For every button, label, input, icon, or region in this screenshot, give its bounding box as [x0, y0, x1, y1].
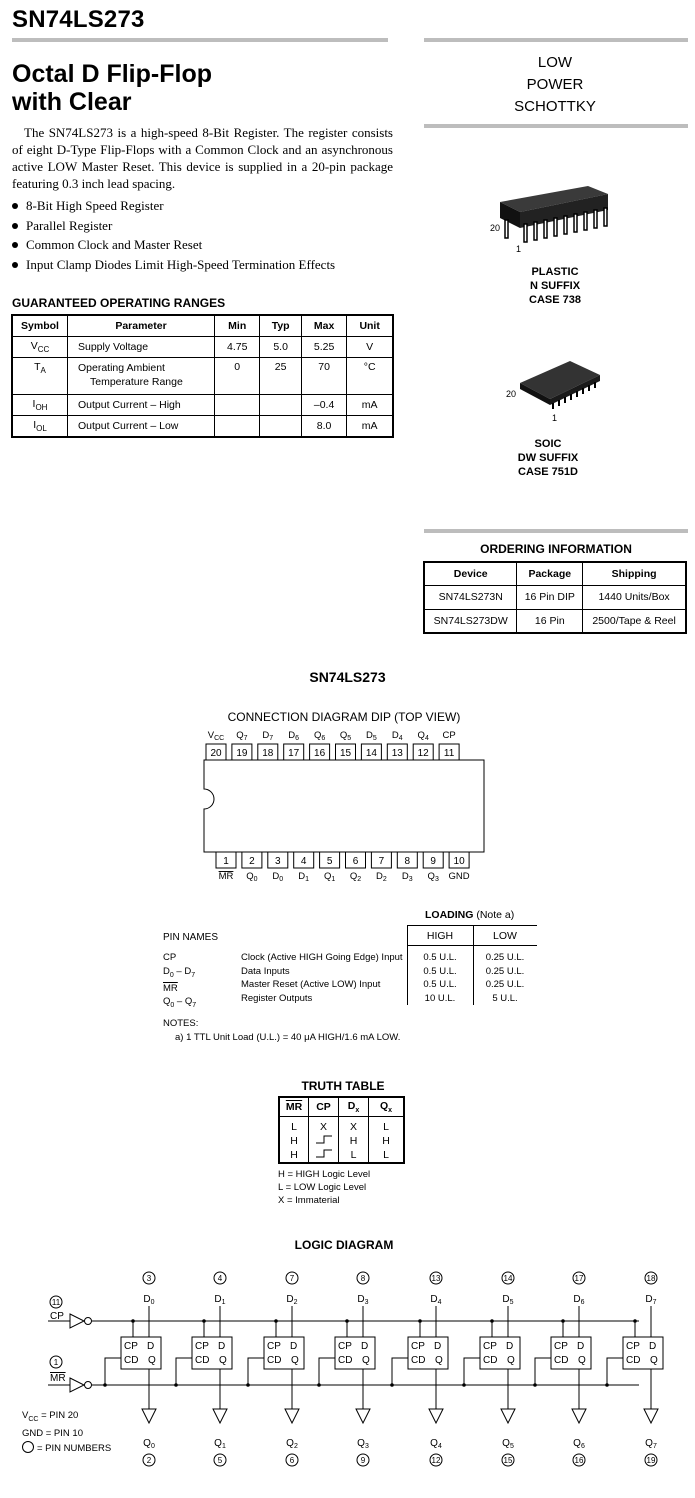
flip-flop: [246, 1272, 304, 1466]
header-rule-right: [424, 38, 688, 42]
table-header-row: [279, 1097, 404, 1116]
table-row: [12, 358, 393, 395]
q-pin-number: 19: [646, 1456, 656, 1465]
connection-diagram: [190, 724, 500, 889]
typ-cell: 5.0: [260, 337, 301, 358]
max-cell: 8.0: [301, 416, 346, 437]
min-cell: 4.75: [215, 337, 260, 358]
badge-line-3: SCHOTTKY: [514, 98, 596, 115]
ff-cp-label: CP: [338, 1341, 352, 1352]
ordering-rule: [424, 529, 688, 533]
feature-list: [12, 196, 393, 274]
badge-line-1: LOW: [537, 54, 573, 71]
shipping-cell: 2500/Tape & Reel: [583, 609, 686, 633]
col-header-high: HIGH: [426, 930, 454, 942]
top-pin-number: 13: [391, 748, 403, 759]
unit-cell: mA: [347, 395, 393, 416]
badge-rule: [424, 124, 688, 128]
bottom-pin-number: 1: [223, 856, 229, 867]
col-header: Device: [424, 562, 517, 585]
col-header: Max: [301, 315, 346, 337]
q-pin-number: 16: [574, 1456, 584, 1465]
d-pin-number: 14: [503, 1274, 513, 1283]
q-output-label: $Q_7$: [645, 1438, 657, 1450]
output-buffer-icon: [285, 1409, 299, 1423]
d-input-label: $D_7$: [645, 1294, 657, 1306]
operating-ranges-table: [11, 314, 394, 438]
top-pin-name: $Q_6$: [313, 730, 326, 742]
ordering-table: [423, 561, 687, 634]
mr-pin-number: 1: [53, 1358, 59, 1367]
table-row: [12, 395, 393, 416]
symbol-cell: $T_A$: [12, 358, 68, 395]
q-pin-number: 15: [503, 1456, 513, 1465]
top-pin-name: CP: [442, 730, 456, 741]
table-row: [424, 609, 686, 633]
flip-flop: [605, 1272, 663, 1466]
ff-q-label: Q: [650, 1355, 658, 1366]
truth-table-title: TRUTH TABLE: [301, 1079, 385, 1093]
ff-cp-label: CP: [626, 1341, 640, 1352]
pin-names-title: PIN NAMES: [163, 932, 219, 943]
feature-item: 8-Bit High Speed Register: [12, 196, 393, 216]
bottom-pin-number: 7: [378, 856, 385, 867]
bottom-pin-number: 3: [275, 856, 281, 867]
flip-flop: [390, 1272, 448, 1466]
logic-diagram-title: LOGIC DIAGRAM: [294, 1238, 394, 1252]
feature-item: Parallel Register: [12, 216, 393, 236]
package-cell: 16 Pin DIP: [517, 585, 583, 609]
pin-description: Master Reset (Active LOW) Input: [241, 979, 381, 990]
q-output-label: $Q_3$: [357, 1438, 369, 1450]
table-row: [12, 416, 393, 437]
soic-pin20-label: 20: [506, 389, 517, 399]
d-pin-number: 4: [217, 1274, 223, 1283]
top-pin-number: 17: [288, 748, 300, 759]
bottom-pin-name: $Q_0$: [246, 871, 258, 883]
bottom-pin-number: 2: [249, 856, 255, 867]
ff-d-label: D: [218, 1341, 226, 1352]
legend-gnd: GND = PIN 10: [22, 1427, 83, 1439]
ff-q-label: Q: [362, 1355, 370, 1366]
unit-cell: V: [347, 337, 393, 358]
ff-cp-label: CP: [124, 1341, 138, 1352]
cp-pin-number: 11: [51, 1298, 61, 1307]
header-rule-left: [12, 38, 388, 42]
top-pin-name: $D_6$: [288, 730, 300, 742]
document-title: [12, 60, 312, 116]
top-pin-name: $V_{CC}$: [207, 730, 225, 742]
badge-line-2: POWER: [526, 76, 584, 93]
output-buffer-icon: [142, 1409, 156, 1423]
ff-q-label: Q: [507, 1355, 515, 1366]
d-pin-number: 13: [431, 1274, 441, 1283]
soic-pin1-label: 1: [552, 413, 558, 423]
q-pin-number: 5: [217, 1456, 223, 1465]
device-cell: SN74LS273N: [424, 585, 517, 609]
ff-cd-label: CD: [124, 1355, 139, 1366]
top-pin-name: $Q_7$: [236, 730, 248, 742]
d-input-label: $D_4$: [430, 1294, 442, 1306]
symbol-cell: $I_{OH}$: [12, 395, 68, 416]
q-pin-number: 6: [289, 1456, 295, 1465]
cp-label: CP: [50, 1311, 64, 1322]
q-pin-number: 2: [146, 1456, 152, 1465]
low-loads: 0.25 U.L. 0.25 U.L. 0.25 U.L. 5 U.L.: [485, 952, 525, 1004]
table-row: L H H X X H L L H L: [279, 1116, 404, 1163]
ff-q-label: Q: [148, 1355, 156, 1366]
pin-name: CP: [163, 952, 177, 963]
max-cell: 5.25: [301, 337, 346, 358]
bottom-pin-number: 10: [453, 856, 465, 867]
top-pin-number: 14: [365, 748, 377, 759]
ff-cd-label: CD: [195, 1355, 210, 1366]
logic-diagram: [0, 1264, 695, 1498]
loading-rule: [407, 925, 537, 926]
q-output-label: $Q_5$: [502, 1438, 514, 1450]
col-header: $\overline{MR}$: [279, 1097, 309, 1116]
d-pin-number: 18: [646, 1274, 656, 1283]
ff-cp-label: CP: [267, 1341, 281, 1352]
q-output-label: $Q_6$: [573, 1438, 585, 1450]
title-line-2: with Clear: [12, 88, 132, 116]
ff-q-label: Q: [435, 1355, 443, 1366]
dip-package-label: PLASTIC N SUFFIX CASE 738: [529, 266, 581, 306]
ff-d-label: D: [577, 1341, 585, 1352]
ff-d-label: D: [147, 1341, 155, 1352]
cp-buffer-icon: [70, 1314, 84, 1328]
pin-descriptions: [241, 951, 403, 1005]
pin-name: $D_0 - D_7$: [163, 965, 196, 979]
notes-title: NOTES:: [163, 1018, 199, 1029]
output-buffer-icon: [572, 1409, 586, 1423]
loading-title: LOADING (Note a): [425, 909, 515, 921]
top-pin-number: 12: [417, 748, 429, 759]
flip-flop: [462, 1272, 520, 1466]
col-header: CP: [309, 1097, 339, 1116]
unit-cell: mA: [347, 416, 393, 437]
top-pin-number: 19: [236, 748, 248, 759]
feature-item: Input Clamp Diodes Limit High-Speed Termination Effects: [12, 255, 393, 275]
title-line-1: Octal D Flip-Flop: [12, 60, 212, 88]
table-row: [424, 585, 686, 609]
d-input-label: $D_0$: [143, 1294, 155, 1306]
mr-label: MR: [50, 1373, 66, 1384]
bottom-pin-name: $Q_3$: [427, 871, 439, 883]
loading-header-rule: [407, 945, 537, 946]
min-cell: 0: [215, 358, 260, 395]
ff-cp-label: CP: [483, 1341, 497, 1352]
top-pin-name: $D_5$: [366, 730, 377, 742]
symbol-cell: $V_{CC}$: [12, 337, 68, 358]
ff-cd-label: CD: [411, 1355, 426, 1366]
pin-name: $\overline{MR}$: [163, 982, 178, 994]
d-input-label: $D_1$: [214, 1294, 226, 1306]
feature-item: Common Clock and Master Reset: [12, 235, 393, 255]
top-pin-name: $D_4$: [391, 730, 403, 742]
d-input-label: $D_2$: [286, 1294, 298, 1306]
ff-cp-label: CP: [554, 1341, 568, 1352]
bottom-pin-name: $D_1$: [298, 871, 310, 883]
min-cell: [215, 395, 260, 416]
col-header: Package: [517, 562, 583, 585]
ff-q-label: Q: [219, 1355, 227, 1366]
ff-cd-label: CD: [267, 1355, 282, 1366]
min-cell: [215, 416, 260, 437]
bottom-pin-number: 6: [352, 856, 359, 867]
note-a: a) 1 TTL Unit Load (U.L.) = 40 μA HIGH/1.6 mA LOW.: [175, 1032, 401, 1043]
col-header: $Q_x$: [369, 1097, 405, 1116]
connection-part-title: SN74LS273: [309, 669, 386, 685]
ff-q-label: Q: [291, 1355, 299, 1366]
pin-description: Clock (Active HIGH Going Edge) Input: [241, 952, 403, 963]
bottom-pin-name: $Q_1$: [323, 871, 336, 883]
ff-d-label: D: [649, 1341, 657, 1352]
pin-description: Data Inputs: [241, 965, 290, 977]
truth-table: [278, 1096, 405, 1164]
ff-cp-label: CP: [411, 1341, 425, 1352]
typ-cell: [260, 395, 301, 416]
rising-edge-icon: [311, 1134, 336, 1148]
d-input-label: $D_5$: [502, 1294, 514, 1306]
q-pin-number: 12: [431, 1456, 441, 1465]
shipping-cell: 1440 Units/Box: [583, 585, 686, 609]
pin-list: [163, 951, 196, 1013]
parameter-cell: Operating Ambient Temperature Range: [68, 358, 215, 395]
bottom-pin-name: $D_2$: [376, 871, 387, 883]
table-row: [12, 337, 393, 358]
logic-legend: [22, 1409, 111, 1456]
flip-flop: [174, 1272, 232, 1466]
q-output-label: $Q_4$: [430, 1438, 442, 1450]
top-pin-number: 15: [339, 748, 352, 759]
top-pin-number: 18: [262, 748, 274, 759]
top-pin-number: 16: [314, 748, 326, 759]
col-header-low: LOW: [493, 930, 517, 942]
bottom-pin-name: $D_3$: [401, 871, 413, 883]
ff-cd-label: CD: [626, 1355, 641, 1366]
col-header: Typ: [260, 315, 301, 337]
bottom-pin-name: $D_0$: [272, 871, 284, 883]
output-buffer-icon: [501, 1409, 515, 1423]
intro-paragraph: The SN74LS273 is a high-speed 8-Bit Register. The register consists of eight D-Type Flip-Flops with a Common Clock and an asynchronous active LOW Master Reset. This device is supplied in a 20-pin package featuring 0.3 inch lead spacing.: [12, 125, 393, 191]
ff-cd-label: CD: [554, 1355, 569, 1366]
legend-pin-numbers: = PIN NUMBERS: [22, 1441, 111, 1456]
mr-buffer-icon: [70, 1378, 84, 1392]
ff-cd-label: CD: [338, 1355, 353, 1366]
top-pin-number: 11: [443, 748, 455, 759]
output-buffer-icon: [429, 1409, 443, 1423]
parameter-cell: Supply Voltage: [68, 337, 215, 358]
bottom-pin-number: 8: [404, 856, 411, 867]
d-input-label: $D_6$: [573, 1294, 585, 1306]
parameter-cell: Output Current – Low: [68, 416, 215, 437]
ff-d-label: D: [434, 1341, 442, 1352]
ff-d-label: D: [506, 1341, 514, 1352]
parameter-cell: Output Current – High: [68, 395, 215, 416]
output-buffer-icon: [356, 1409, 370, 1423]
top-pin-name: $Q_4$: [417, 730, 429, 742]
d-pin-number: 8: [360, 1274, 366, 1283]
pin-name: $Q_0 - Q_7$: [163, 996, 197, 1010]
device-cell: SN74LS273DW: [424, 609, 517, 633]
dip-pin1-label: 1: [516, 244, 522, 254]
pin-circle-icon: [22, 1441, 34, 1453]
col-header: Min: [215, 315, 260, 337]
ff-q-label: Q: [578, 1355, 586, 1366]
table-header-row: [12, 315, 393, 337]
logic-family-badge: [424, 52, 686, 118]
ff-cp-label: CP: [195, 1341, 209, 1352]
q-output-label: $Q_0$: [143, 1438, 155, 1450]
d-pin-number: 7: [289, 1274, 295, 1283]
col-header: Symbol: [12, 315, 68, 337]
q-output-label: $Q_1$: [214, 1438, 226, 1450]
bottom-pin-number: 9: [430, 856, 436, 867]
table-header-row: [424, 562, 686, 585]
q-output-label: $Q_2$: [286, 1438, 298, 1450]
legend-vcc: $V_{CC}$ = PIN 20: [22, 1410, 79, 1423]
d-pin-number: 17: [574, 1274, 584, 1283]
ordering-title: ORDERING INFORMATION: [480, 542, 632, 556]
top-pin-name: $D_7$: [262, 730, 274, 742]
soic-package-label: SOIC DW SUFFIX CASE 751D: [517, 438, 579, 478]
d-pin-number: 3: [146, 1274, 152, 1283]
truth-table-legend: H = HIGH Logic Level L = LOW Logic Level X = Immaterial: [278, 1169, 371, 1206]
bottom-pin-number: 5: [326, 856, 333, 867]
typ-cell: [260, 416, 301, 437]
operating-ranges-title: GUARANTEED OPERATING RANGES: [12, 296, 226, 310]
output-buffer-icon: [213, 1409, 227, 1423]
ff-cd-label: CD: [483, 1355, 498, 1366]
dip-package-image: [480, 180, 630, 260]
rising-edge-icon: [311, 1148, 336, 1162]
dip-pin20-label: 20: [490, 223, 501, 233]
top-pin-name: $Q_5$: [339, 730, 352, 742]
bottom-pin-name: MR: [218, 871, 234, 882]
col-header: $D_x$: [339, 1097, 369, 1116]
top-pin-number: 20: [210, 748, 222, 759]
pin-description: Register Outputs: [241, 992, 313, 1004]
ff-d-label: D: [361, 1341, 369, 1352]
bottom-pin-number: 4: [300, 856, 307, 867]
bottom-pin-name: GND: [448, 871, 470, 882]
symbol-cell: $I_{OL}$: [12, 416, 68, 437]
high-loads: 0.5 U.L. 0.5 U.L. 0.5 U.L. 10 U.L.: [423, 952, 457, 1004]
part-number-header: SN74LS273: [12, 6, 145, 33]
unit-cell: °C: [347, 358, 393, 395]
flip-flop: [103, 1272, 161, 1466]
col-header: Parameter: [68, 315, 215, 337]
max-cell: –0.4: [301, 395, 346, 416]
package-cell: 16 Pin: [517, 609, 583, 633]
q-pin-number: 9: [360, 1456, 366, 1465]
output-buffer-icon: [644, 1409, 658, 1423]
max-cell: 70: [301, 358, 346, 395]
flip-flop: [533, 1272, 591, 1466]
soic-package-image: [500, 355, 610, 425]
ff-d-label: D: [290, 1341, 298, 1352]
col-header: Unit: [347, 315, 393, 337]
bottom-pin-name: $Q_2$: [349, 871, 362, 883]
d-input-label: $D_3$: [357, 1294, 369, 1306]
flip-flop: [317, 1272, 375, 1466]
typ-cell: 25: [260, 358, 301, 395]
col-header: Shipping: [583, 562, 686, 585]
connection-diagram-title: CONNECTION DIAGRAM DIP (TOP VIEW): [227, 710, 461, 724]
